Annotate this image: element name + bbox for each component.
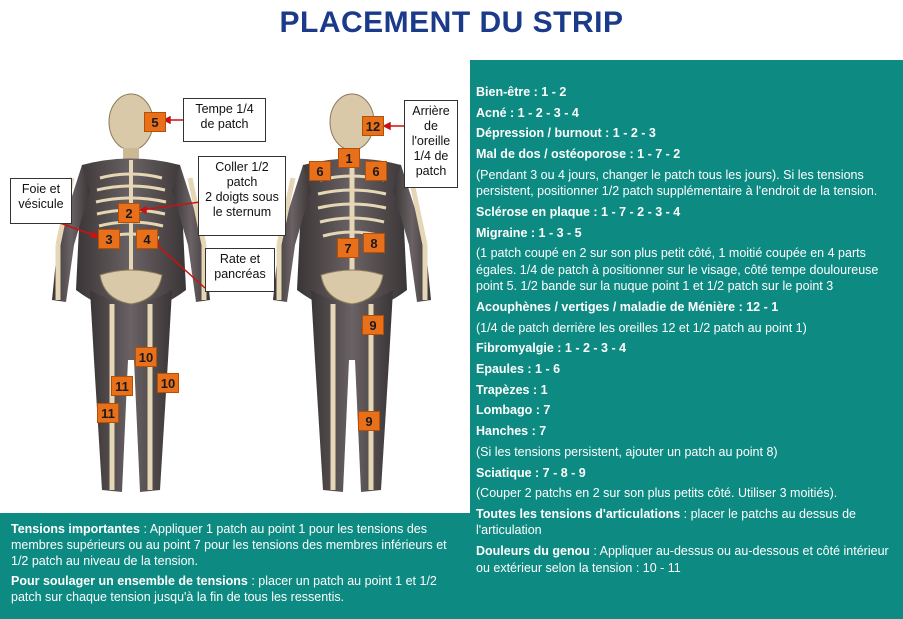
indication-text: : 1 - 2 - 3 [601,126,656,141]
indication-entry [476,465,893,482]
indication-label: Sclérose en plaque [476,204,590,219]
marker-1: 1 [338,148,360,168]
indication-entry [476,444,893,461]
marker-4: 4 [136,229,158,249]
indications-panel [470,60,903,619]
tensions-importantes-label: Tensions importantes [11,522,140,536]
indication-entry [476,423,893,440]
indication-text: (Si les tensions persistent, ajouter un patch au point 8) [476,444,778,459]
indication-text: (Pendant 3 ou 4 jours, changer le patch tous les jours). Si les tensions persistent, positionner 1/2 patch supplémentaire à l'endroit de la tension. [476,167,878,199]
indication-entry [476,245,893,295]
callout-rate-pancreas: Rate et pancréas [205,248,275,292]
indication-entry [476,125,893,142]
indication-label: Epaules [476,362,524,377]
indication-text: : 1 - 7 - 2 - 3 - 4 [589,204,681,219]
marker-7: 7 [337,238,359,258]
indication-text: : 7 [528,424,547,439]
callout-tempe: Tempe 1/4 de patch [183,98,266,142]
tensions-panel [0,513,470,619]
callout-arriere-oreille: Arrière de l'oreille 1/4 de patch [404,100,458,188]
marker-6-left: 6 [309,161,331,181]
marker-5: 5 [144,112,166,132]
indication-text: : 1 - 2 - 3 - 4 [553,341,627,356]
indication-label: Hanches [476,424,529,439]
indication-entry [476,543,893,576]
indication-entry [476,225,893,242]
indication-label: Migraine [476,225,528,240]
indication-label: Trapèzes [476,382,530,397]
indication-text: : 1 - 7 - 2 [626,147,681,162]
marker-6-right: 6 [365,161,387,181]
indication-label: Bien-être [476,85,531,99]
indication-entry [476,402,893,419]
marker-2: 2 [118,203,140,223]
indication-entry [476,84,893,101]
indication-text: : 1 - 6 [523,362,561,377]
callout-coller: Coller 1/2 patch 2 doigts sous le sternum [198,156,286,236]
ensemble-tensions-label: Pour soulager un ensemble de tensions [11,574,248,588]
indication-text: : 12 - 1 [735,300,779,314]
indication-label: Acné [476,105,507,120]
indication-entry [476,167,893,200]
indication-label: Toutes les tensions d'articulations [476,506,681,521]
indication-text: : placer le patchs au dessus de l'articulation [476,506,856,538]
indication-entry [476,382,893,399]
indication-text: (1 patch coupé en 2 sur son plus petit côté, 1 moitié coupée en 4 parts égales. 1/4 de patch à positionner sur le visage, côté tempe douloureuse point 5. 1/2 bande sur la nuque point 1 et 1/2 patch sur le point 3 [476,246,879,294]
tensions-importantes-paragraph [11,521,462,569]
page-title: PLACEMENT DU STRIP [279,6,624,39]
indication-entry [476,320,893,337]
marker-9-upper: 9 [362,315,384,335]
indication-label: Mal de dos / ostéoporose [476,147,627,162]
marker-12: 12 [362,116,384,136]
indication-label: Douleurs du genou [476,544,590,559]
indication-label: Dépression / burnout [476,126,602,141]
indication-entry [476,340,893,357]
marker-11-front-lower: 11 [97,403,119,423]
indication-text: : 1 [529,382,548,397]
indication-entry [476,146,893,163]
indication-label: Acouphènes / vertiges / maladie de Ménière [476,300,736,314]
marker-8: 8 [363,233,385,253]
ensemble-tensions-text: : placer un patch au point 1 et 1/2 patch sur chaque tension jusqu'à la fin de tous les ressentis. [11,574,437,604]
skeleton-figure [0,60,470,513]
indication-entry [476,299,893,316]
indication-entry [476,506,893,539]
ensemble-tensions-paragraph [11,573,462,605]
indication-label: Lombago [476,403,533,418]
indication-text: (1/4 de patch derrière les oreilles 12 et 1/2 patch au point 1) [476,320,807,335]
indication-label: Sciatique [476,465,532,480]
indication-text: : 1 - 2 [530,85,567,99]
indication-entry [476,485,893,502]
marker-10-front-left: 10 [135,347,157,367]
indication-text: : 1 - 3 - 5 [527,225,582,240]
indication-text: : 7 [532,403,551,418]
indication-entry [476,361,893,378]
marker-10-front-right: 10 [157,373,179,393]
tensions-importantes-text: : Appliquer 1 patch au point 1 pour les tensions des membres supérieurs ou au point 7 pour les tensions des membres inférieurs et 1/2 patch au niveau de la tension. [11,522,447,568]
marker-11-front-left: 11 [111,376,133,396]
front-body-silhouette [52,94,210,492]
callout-foie-vesicule: Foie et vésicule [10,178,72,224]
marker-3: 3 [98,229,120,249]
indication-text: (Couper 2 patchs en 2 sur son plus petits côté. Utiliser 3 moitiés). [476,486,838,501]
marker-9-lower: 9 [358,411,380,431]
indication-entry [476,105,893,122]
indication-entry [476,204,893,221]
indication-text: : 1 - 2 - 3 - 4 [506,105,579,120]
indication-text: : Appliquer au-dessus ou au-dessous et côté intérieur ou extérieur selon la tension : 10 - 11 [476,544,889,575]
indication-text: : 7 - 8 - 9 [531,465,586,480]
indication-label: Fibromyalgie [476,341,554,356]
